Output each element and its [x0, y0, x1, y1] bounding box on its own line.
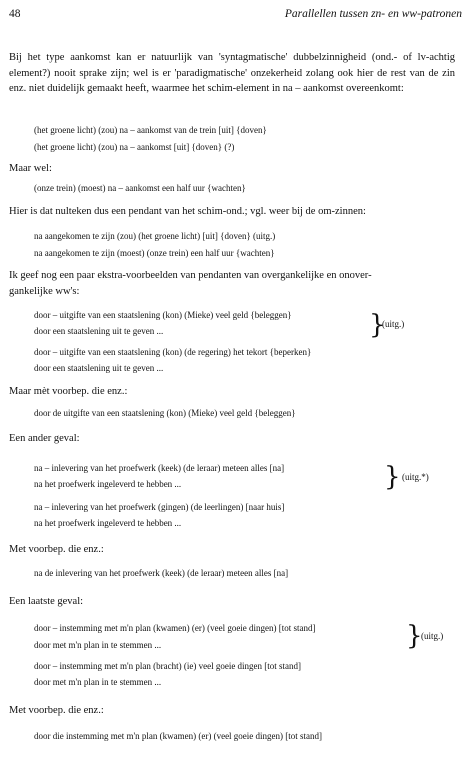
text-line: Maar mèt voorbep. die enz.:: [9, 386, 128, 397]
example-line: na – inlevering van het proefwerk (gingen) (de leerlingen) [naar huis]: [34, 502, 285, 512]
example-line: (onze trein) (moest) na – aankomst een half uur {wachten}: [34, 183, 246, 193]
brace-1: }: [369, 310, 386, 340]
example-line: door met m'n plan in te stemmen ...: [34, 640, 162, 650]
page-number: 48: [9, 8, 21, 20]
example-line: na het proefwerk ingeleverd te hebben ...: [34, 518, 182, 528]
example-line: na de inlevering van het proefwerk (keek) (de leraar) meteen alles [na]: [34, 568, 289, 578]
brace-2: }: [384, 462, 401, 492]
text-line: Met voorbep. die enz.:: [9, 544, 104, 555]
example-line: door een staatslening uit te geven ...: [34, 326, 164, 336]
text-line: Een laatste geval:: [9, 596, 84, 607]
side-note-uitg-1: (uitg.): [382, 319, 405, 329]
example-line: door – instemming met m'n plan (kwamen) (er) (veel goeie dingen) [tot stand]: [34, 623, 316, 633]
example-line: door met m'n plan in te stemmen ...: [34, 677, 162, 687]
example-line: door – uitgifte van een staatslening (kon) (Mieke) veel geld {beleggen}: [34, 310, 292, 320]
brace-3: }: [406, 621, 423, 651]
example-line: (het groene licht) (zou) na – aankomst van de trein [uit] {doven}: [34, 125, 267, 135]
example-line: door – instemming met m'n plan (bracht) (ie) veel goeie dingen [tot stand]: [34, 661, 302, 671]
text-line: gankelijke ww's:: [9, 286, 80, 297]
text-line: Een ander geval:: [9, 433, 80, 444]
example-line: na aangekomen te zijn (moest) (onze trein) een half uur {wachten}: [34, 248, 275, 258]
example-line: door die instemming met m'n plan (kwamen) (er) (veel goeie dingen) [tot stand]: [34, 731, 323, 741]
intro-paragraph: Bij het type aankomst kan er natuurlijk van 'syntagmatische' dubbelzinnigheid (ond.- of lv-achtig element?) nooit sprake zijn; wel is er 'paradigmatische' onzekerheid zolang ook hier de rest van de zin enz. niet duidelijk gemaakt heeft, waarmee het schim-element in na – aankomst overeenkomt:: [9, 52, 455, 94]
side-note-uitg-3: (uitg.): [421, 631, 444, 641]
text-line: Hier is dat nulteken dus een pendant van het schim-ond.; vgl. weer bij de om-zinnen:: [9, 206, 366, 217]
example-line: na het proefwerk ingeleverd te hebben ...: [34, 479, 182, 489]
example-line: (het groene licht) (zou) na – aankomst [uit] {doven} (?): [34, 142, 235, 152]
running-title: Parallellen tussen zn- en ww-patronen: [284, 8, 462, 20]
example-line: na aangekomen te zijn (zou) (het groene licht) [uit] {doven} (uitg.): [34, 231, 276, 241]
text-line: Maar wel:: [9, 163, 52, 174]
example-line: door de uitgifte van een staatslening (kon) (Mieke) veel geld {beleggen}: [34, 408, 296, 418]
example-line: na – inlevering van het proefwerk (keek) (de leraar) meteen alles [na]: [34, 463, 285, 473]
example-line: door een staatslening uit te geven ...: [34, 363, 164, 373]
text-line: Met voorbep. die enz.:: [9, 705, 104, 716]
text-line: Ik geef nog een paar ekstra-voorbeelden van pendanten van overgankelijke en onover-: [9, 270, 372, 281]
example-line: door – uitgifte van een staatslening (kon) (de regering) het tekort {beperken}: [34, 347, 312, 357]
side-note-uitg-2: (uitg.*): [402, 472, 429, 482]
